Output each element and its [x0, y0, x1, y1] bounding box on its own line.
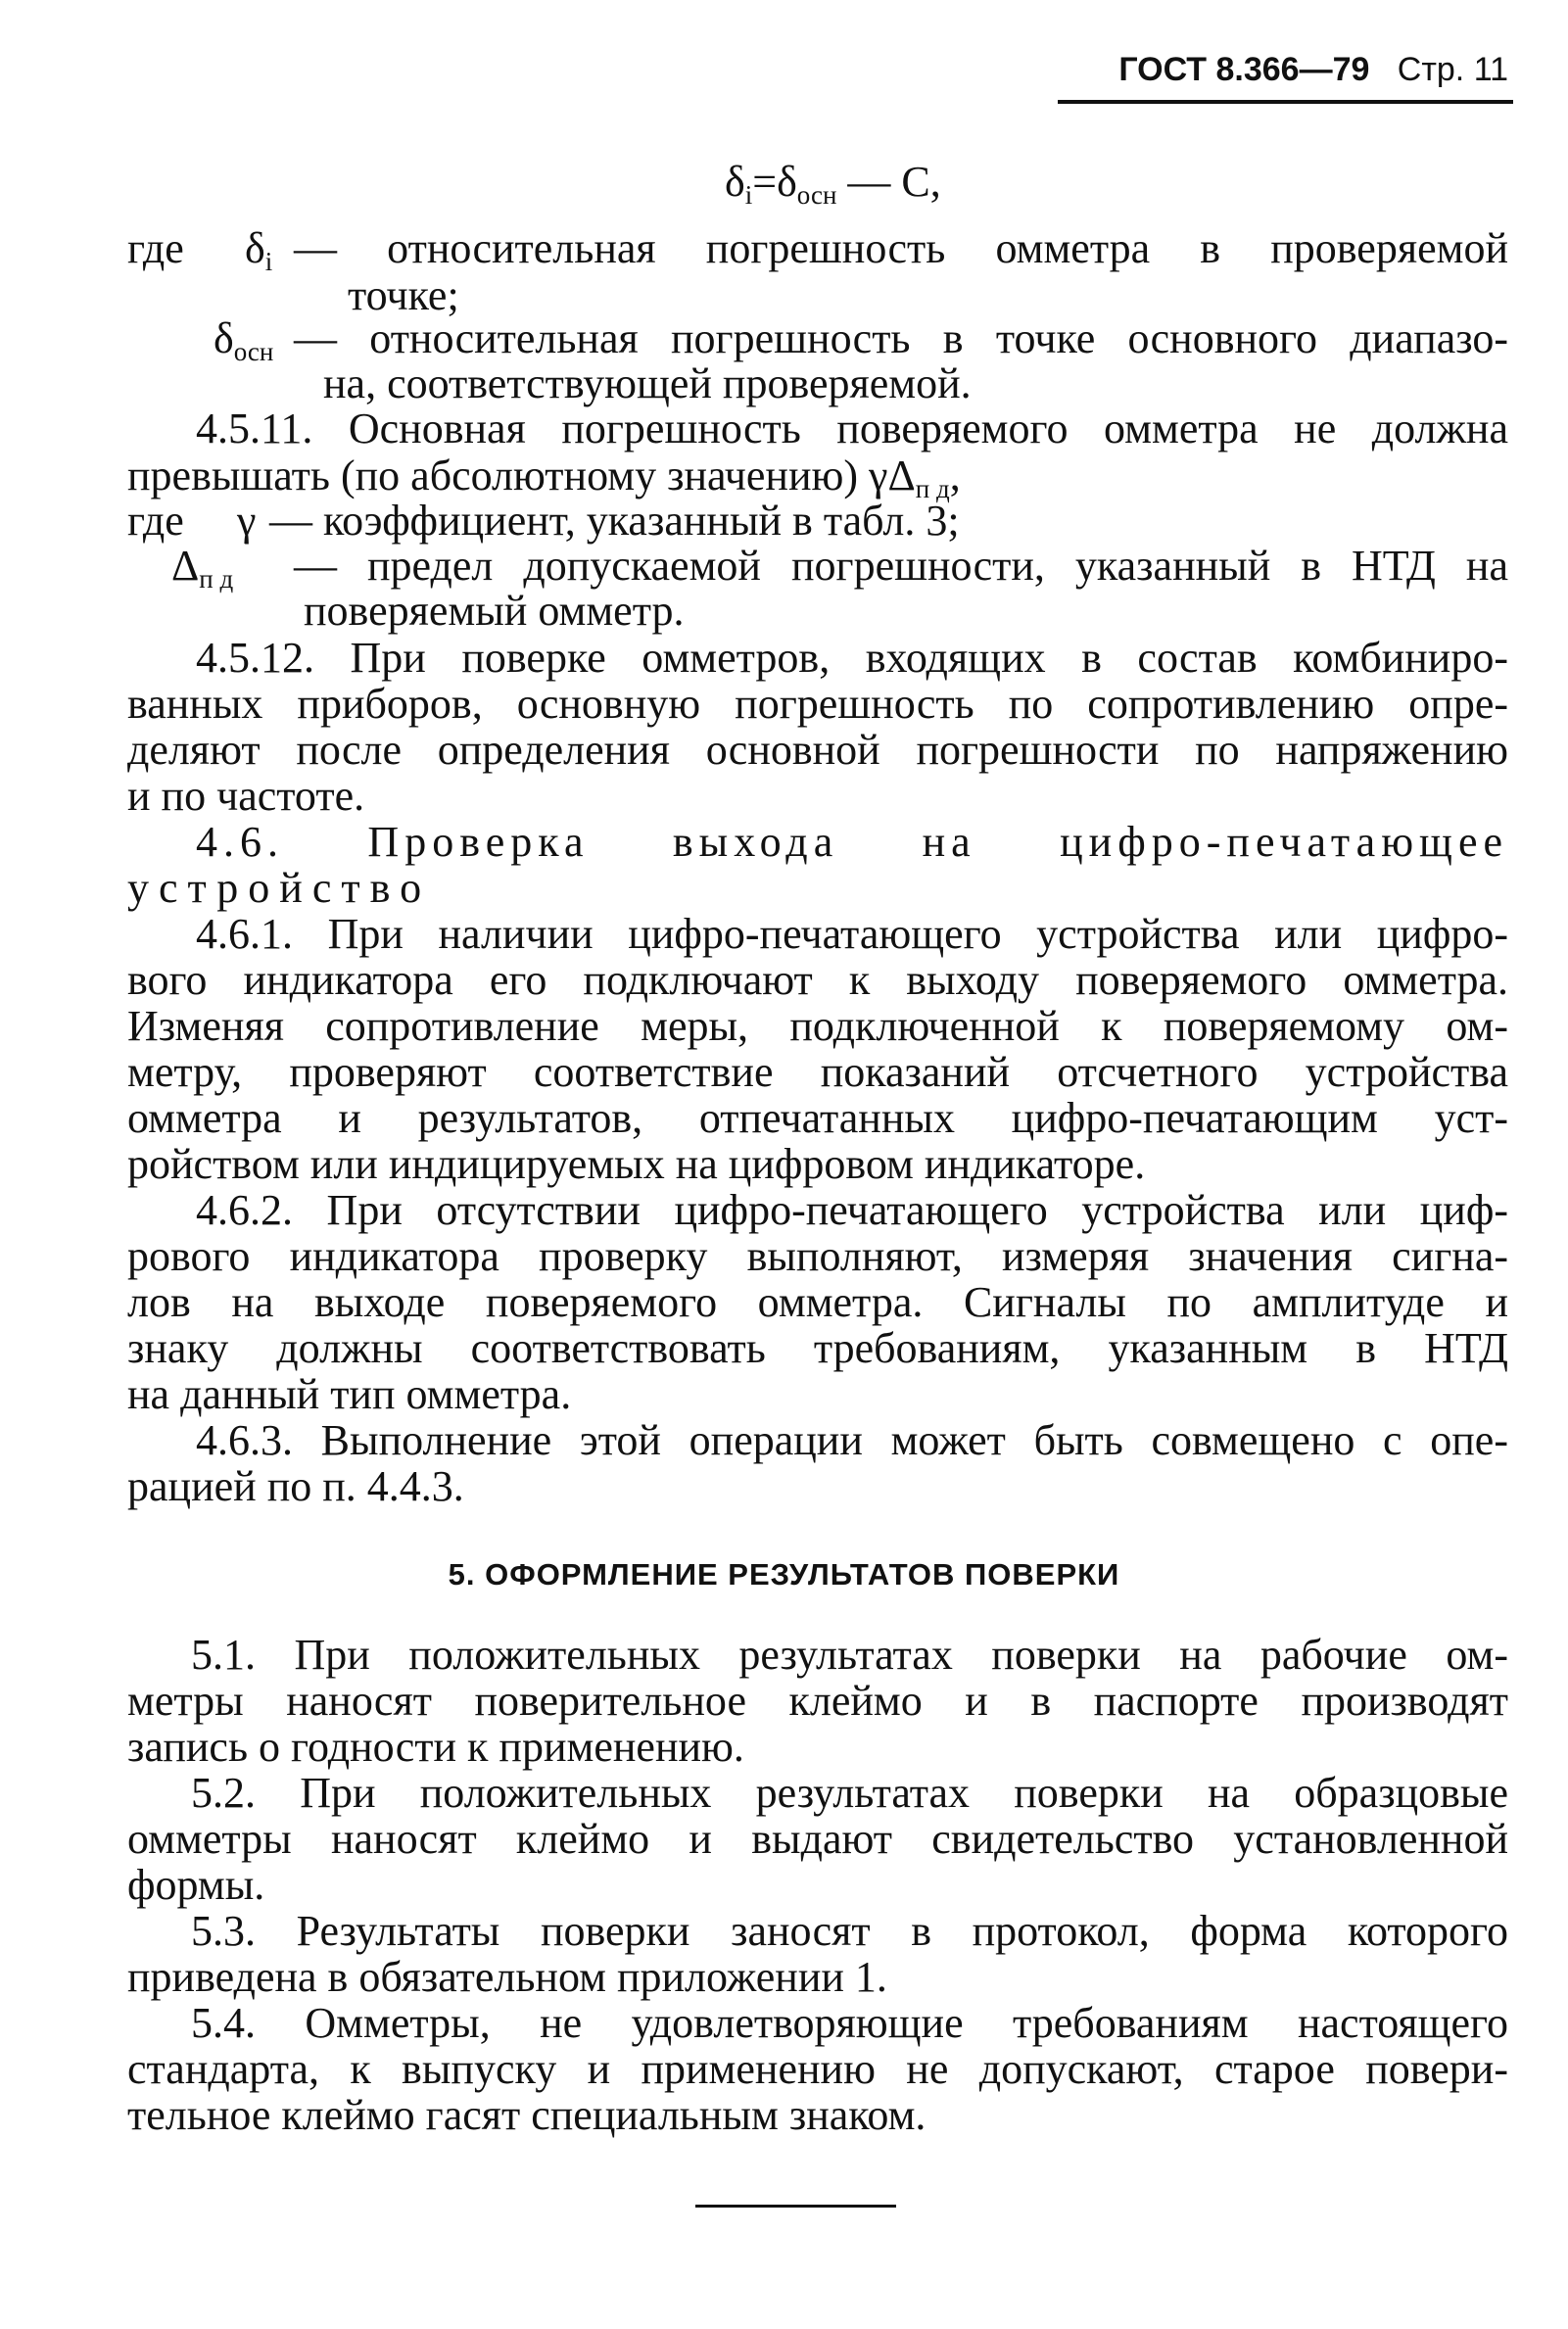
page-number: Стр. 11: [1397, 51, 1508, 88]
p463-line1: 4.6.3. Выполнение этой операции может быть совмещено с опе-: [196, 1416, 1508, 1464]
p461-line2: вого индикатора его подключают к выходу поверяемого омметра.: [127, 956, 1508, 1004]
p52-line3: формы.: [127, 1861, 265, 1909]
p463-line2: рацией по п. 4.4.3.: [127, 1462, 464, 1510]
p461-line3: Изменяя сопротивление меры, подключенной к поверяемому ом-: [127, 1002, 1508, 1050]
legend-symbol-dosn: $\delta_{осн}$: [214, 314, 274, 366]
p461-line5: омметра и результатов, отпечатанных цифро-печатающим уст-: [127, 1094, 1508, 1142]
standard-number: ГОСТ 8.366—79: [1118, 51, 1370, 88]
p46-heading-line2: устройство: [127, 864, 432, 912]
p4511-delta-symbol: $\Delta_{п д}$: [171, 542, 234, 594]
p462-line1: 4.6.2. При отсутствии цифро-печатающего устройства или циф-: [196, 1186, 1508, 1234]
p4511-gamma-text: — коэффициент, указанный в табл. 3;: [269, 497, 960, 545]
p52-line1: 5.2. При положительных результатах поверки на образцовые: [191, 1769, 1508, 1817]
p4512-line2: ванных приборов, основную погрешность по сопротивлению опре-: [127, 680, 1508, 728]
p4511-delta-line1: — предел допускаемой погрешности, указанный в НТД на: [294, 542, 1508, 590]
p462-line4: знаку должны соответствовать требованиям, указанным в НТД: [127, 1324, 1508, 1372]
p462-line3: лов на выходе поверяемого омметра. Сигналы по амплитуде и: [127, 1278, 1508, 1326]
section-5-heading: 5. ОФОРМЛЕНИЕ РЕЗУЛЬТАТОВ ПОВЕРКИ: [448, 1557, 1120, 1592]
p4512-line4: и по частоте.: [127, 772, 365, 820]
formula: $\delta_i=\delta_{осн}$ — C,: [725, 158, 941, 210]
p53-line2: приведена в обязательном приложении 1.: [127, 1953, 887, 2001]
p4511-where: где: [127, 497, 184, 545]
legend-dosn-line1: — относительная погрешность в точке основного диапазо-: [294, 314, 1508, 362]
p4511-gamma-symbol: γ: [237, 497, 257, 545]
p53-line1: 5.3. Результаты поверки заносят в протокол, форма которого: [191, 1907, 1508, 1955]
legend-where: где: [127, 224, 184, 272]
p54-line1: 5.4. Омметры, не удовлетворяющие требованиям настоящего: [191, 1999, 1508, 2047]
legend-dosn-line2: на, соответствующей проверяемой.: [323, 359, 972, 407]
p462-line2: рового индикатора проверку выполняют, измеряя значения сигна-: [127, 1232, 1508, 1280]
p52-line2: омметры наносят клеймо и выдают свидетельство установленной: [127, 1815, 1508, 1863]
p4511-line1: 4.5.11. Основная погрешность поверяемого омметра не должна: [196, 404, 1508, 452]
header-rule: [1058, 100, 1513, 104]
p4511-delta-line2: поверяемый омметр.: [304, 587, 685, 635]
p54-line2: стандарта, к выпуску и применению не допускают, старое повери-: [127, 2045, 1508, 2093]
p4512-line3: деляют после определения основной погрешности по напряжению: [127, 726, 1508, 774]
p461-line6: ройством или индицируемых на цифровом индикаторе.: [127, 1140, 1146, 1188]
legend-symbol-di: $\delta_i$: [245, 224, 273, 276]
p46-heading-line1: 4.6. Проверка выхода на цифро-печатающее: [196, 818, 1508, 866]
p462-line5: на данный тип омметра.: [127, 1370, 572, 1418]
p51-line1: 5.1. При положительных результатах поверки на рабочие ом-: [191, 1631, 1508, 1679]
end-rule: [695, 2205, 896, 2208]
p54-line3: тельное клеймо гасят специальным знаком.: [127, 2091, 927, 2139]
p51-line3: запись о годности к применению.: [127, 1723, 744, 1771]
page-header: [1058, 51, 1508, 89]
legend-di-line1: — относительная погрешность омметра в проверяемой: [294, 224, 1508, 272]
p4511-line2: превышать (по абсолютному значению) $\gamma\Delta_{п д}$,: [127, 452, 961, 503]
p461-line1: 4.6.1. При наличии цифро-печатающего устройства или цифро-: [196, 910, 1508, 958]
p4512-line1: 4.5.12. При поверке омметров, входящих в состав комбиниро-: [196, 634, 1508, 682]
p51-line2: метры наносят поверительное клеймо и в паспорте производят: [127, 1677, 1508, 1725]
p461-line4: метру, проверяют соответствие показаний отсчетного устройства: [127, 1048, 1508, 1096]
legend-di-line2: точке;: [348, 271, 459, 319]
